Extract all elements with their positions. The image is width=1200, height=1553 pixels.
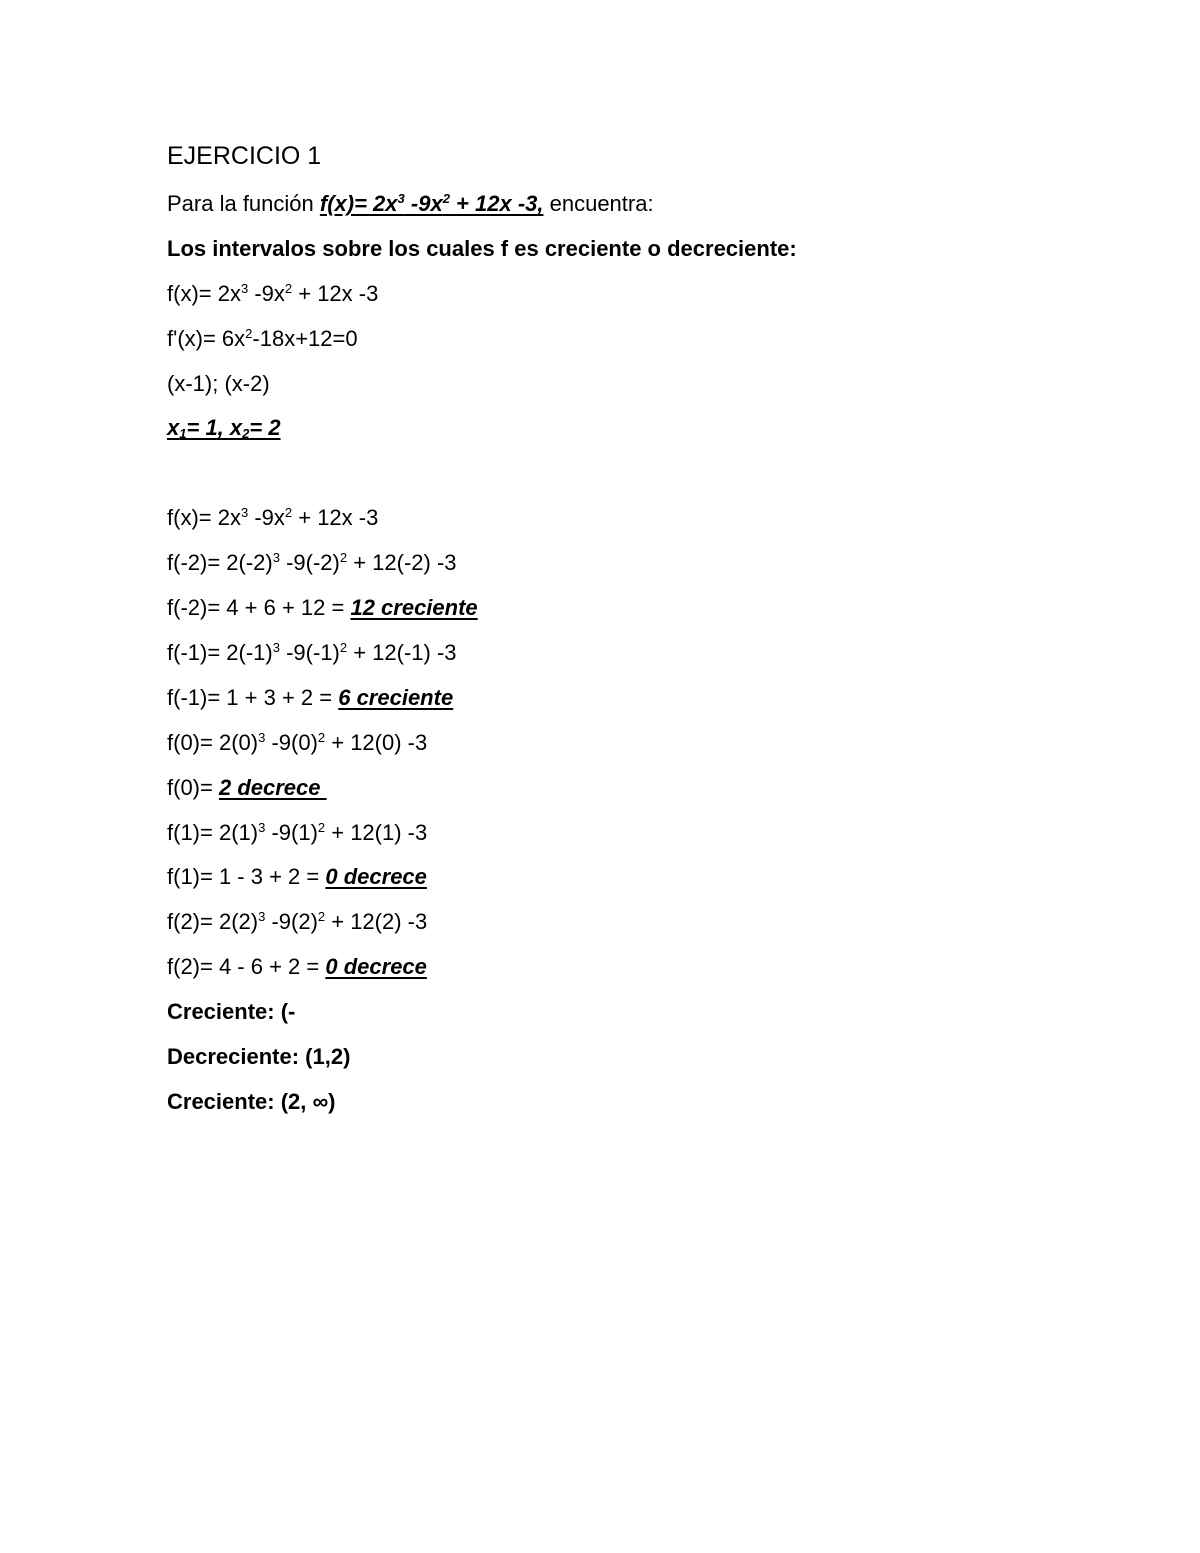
- intro-line: [167, 182, 1067, 227]
- deriv-part-b: -18x+12=0: [252, 325, 358, 351]
- p1s-exp1: 3: [258, 819, 266, 835]
- p2s-c: + 12(2) -3: [325, 909, 428, 935]
- m1s-exp1: 3: [272, 640, 280, 656]
- intro-function: [320, 191, 544, 216]
- p1s-c: + 12(1) -3: [325, 819, 428, 845]
- document-body: [167, 138, 1067, 1125]
- p1s-b: -9(1): [265, 819, 318, 845]
- conclusion-decreasing: Decreciente: (1,2): [167, 1044, 351, 1070]
- zs-a: f(0)= 2(0): [167, 729, 259, 755]
- eval-minus1-result: [167, 676, 1067, 721]
- conclusion-increasing-2: Creciente: (2, ∞): [167, 1088, 336, 1114]
- eval-plus2-result: [167, 945, 1067, 990]
- conclusion-increasing-1: Creciente: (-: [167, 999, 296, 1025]
- zs-exp1: 3: [258, 729, 266, 745]
- eval-plus1-substitution: [167, 811, 1067, 856]
- fn-part-b: -9x: [248, 280, 285, 306]
- roots-sub2: 2: [242, 426, 250, 442]
- m1s-exp2: 2: [339, 640, 348, 656]
- blank-line: [167, 451, 1067, 496]
- m1s-b: -9(-1): [279, 640, 340, 666]
- fr-c: + 12x -3: [292, 505, 379, 531]
- exercise-title: EJERCICIO 1: [167, 142, 322, 170]
- roots-sub1: 1: [179, 426, 187, 442]
- eval-plus1-result: [167, 855, 1067, 900]
- intro-fn-a: f(x)= 2x: [319, 191, 398, 216]
- eval-minus2-substitution: [167, 541, 1067, 586]
- fn-part-a: f(x)= 2x: [167, 280, 241, 306]
- m2s-c: + 12(-2) -3: [347, 550, 457, 576]
- deriv-part-a: f'(x)= 6x: [167, 325, 246, 351]
- p2s-b: -9(2): [265, 909, 318, 935]
- m2s-exp2: 2: [339, 550, 348, 566]
- roots-line: [167, 406, 1067, 451]
- m1s-c: + 12(-1) -3: [347, 640, 457, 666]
- p2s-exp1: 3: [258, 909, 266, 925]
- p2s-exp2: 2: [317, 909, 326, 925]
- intro-before: Para la función: [167, 191, 320, 216]
- fr-a: f(x)= 2x: [167, 505, 241, 531]
- m1s-a: f(-1)= 2(-1): [167, 640, 273, 666]
- m1r-text: f(-1)= 1 + 3 + 2 =: [167, 684, 339, 710]
- intro-fn-exp1: 3: [397, 191, 405, 206]
- p1r-result: 0 decrece: [325, 864, 427, 890]
- eval-plus2-substitution: [167, 900, 1067, 945]
- derivative-line: [167, 317, 1067, 362]
- intro-fn-exp2: 2: [442, 191, 450, 206]
- function-line: [167, 272, 1067, 317]
- intro-after: encuentra:: [543, 191, 654, 216]
- zs-c: + 12(0) -3: [325, 729, 428, 755]
- intro-fn-c: + 12x -3,: [449, 191, 544, 216]
- deriv-exp1: 2: [245, 325, 253, 341]
- function-line-repeat: [167, 496, 1067, 541]
- intro-fn-b: -9x: [404, 191, 443, 216]
- zr-text: f(0)=: [167, 774, 219, 800]
- m2s-b: -9(-2): [279, 550, 340, 576]
- p2r-result: 0 decrece: [325, 954, 427, 980]
- fr-b: -9x: [248, 505, 285, 531]
- fr-exp1: 3: [240, 505, 249, 521]
- section-subtitle: Los intervalos sobre los cuales f es creciente o decreciente:: [167, 235, 797, 261]
- fn-exp2: 2: [284, 280, 293, 296]
- roots-c: = 2: [249, 415, 281, 441]
- m2r-text: f(-2)= 4 + 6 + 12 =: [167, 595, 351, 621]
- factors-line: (x-1); (x-2): [167, 370, 270, 396]
- m1r-result: 6 creciente: [338, 684, 454, 710]
- zs-exp2: 2: [317, 729, 326, 745]
- zr-result: 2 decrece: [218, 774, 327, 800]
- roots-b: = 1, x: [186, 415, 243, 441]
- roots-text: [167, 415, 281, 440]
- eval-minus1-substitution: [167, 631, 1067, 676]
- eval-zero-substitution: [167, 721, 1067, 766]
- p2r-text: f(2)= 4 - 6 + 2 =: [167, 954, 326, 980]
- p1s-a: f(1)= 2(1): [167, 819, 259, 845]
- eval-minus2-result: [167, 586, 1067, 631]
- m2r-result: 12 creciente: [350, 595, 478, 621]
- p2s-a: f(2)= 2(2): [167, 909, 259, 935]
- m2s-exp1: 3: [272, 550, 280, 566]
- roots-a: x: [167, 415, 180, 441]
- p1s-exp2: 2: [317, 819, 326, 835]
- zs-b: -9(0): [265, 729, 318, 755]
- m2s-a: f(-2)= 2(-2): [167, 550, 273, 576]
- fr-exp2: 2: [284, 505, 293, 521]
- eval-zero-result: [167, 766, 1067, 811]
- p1r-text: f(1)= 1 - 3 + 2 =: [167, 864, 326, 890]
- fn-part-c: + 12x -3: [292, 280, 379, 306]
- fn-exp1: 3: [240, 280, 249, 296]
